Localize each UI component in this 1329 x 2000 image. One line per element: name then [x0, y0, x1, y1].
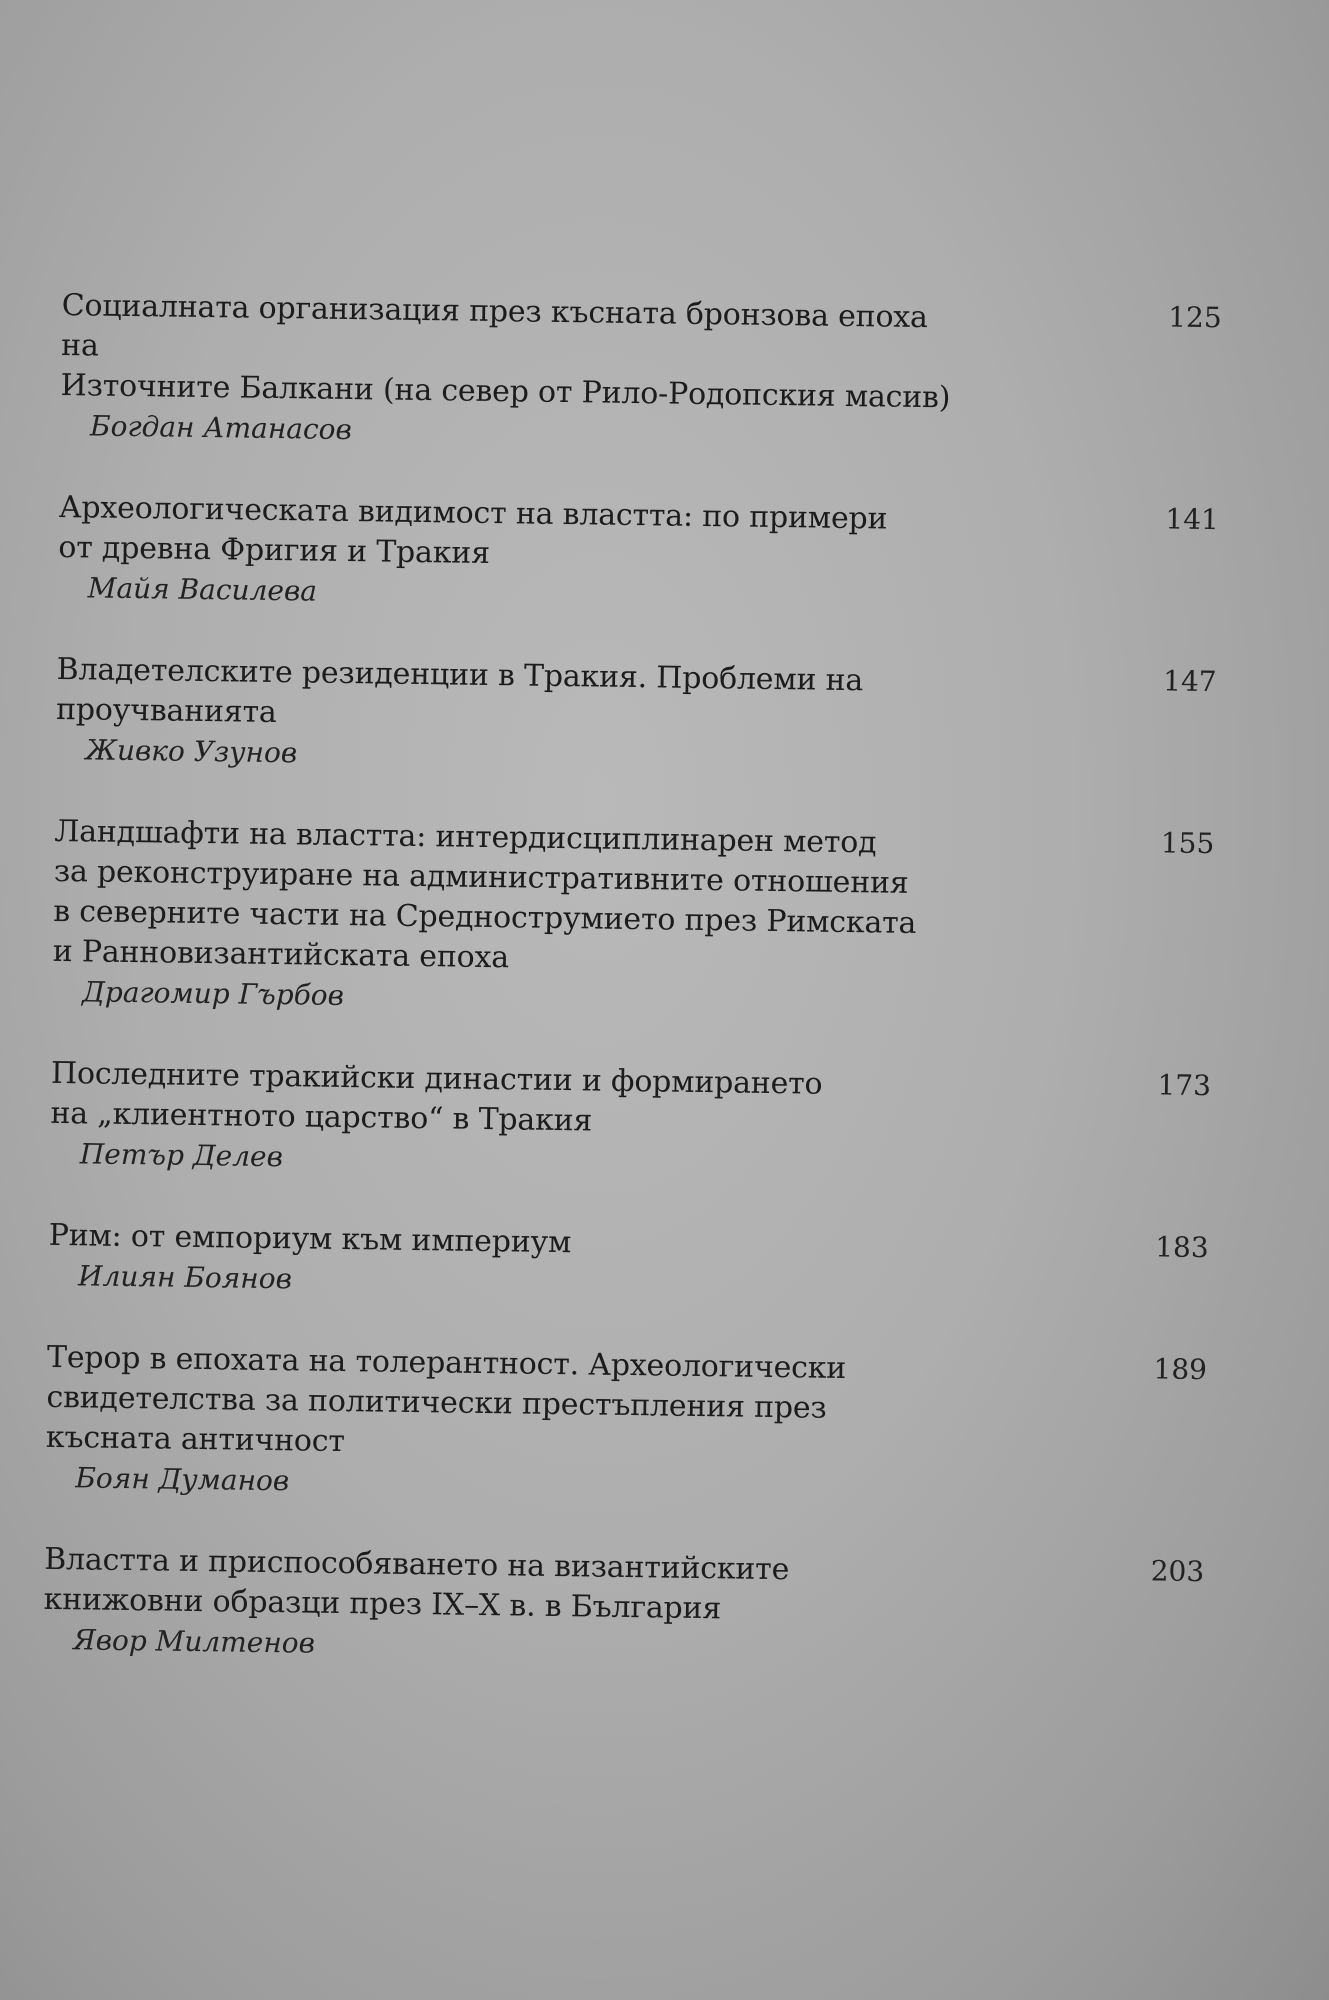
entry-page-number: 147: [1162, 664, 1217, 699]
entry-title: Властта и приспособяването на византийските книжовни образци през IX–X в. в България: [43, 1541, 790, 1627]
entry-author: Боян Думанов: [75, 1461, 290, 1498]
table-of-contents: [42, 286, 1222, 1718]
entry-page-number: 125: [1167, 300, 1222, 335]
entry-title: Рим: от емпориум към империум: [48, 1217, 572, 1261]
entry-page-number: 189: [1153, 1352, 1208, 1387]
entry-author: Живко Узунов: [85, 733, 298, 770]
toc-entry: [50, 1054, 1212, 1190]
entry-title: Социалната организация през късната бронзова епоха на Източните Балкани (на север от Рило-Родопския масив): [60, 287, 951, 416]
entry-title: Владетелските резиденции в Тракия. Проблеми на проучванията: [55, 651, 864, 731]
toc-entry: [48, 1216, 1209, 1312]
entry-page-number: 155: [1160, 826, 1215, 861]
toc-entry: [55, 650, 1217, 786]
toc-entry: [58, 488, 1220, 624]
entry-author: Богдан Атанасов: [89, 409, 353, 447]
toc-entry: [52, 812, 1215, 1028]
entry-page-number: 203: [1150, 1554, 1205, 1589]
entry-title: Терор в епохата на толерантност. Археологически свидетелства за политически престъпления през късната античност: [45, 1339, 847, 1460]
toc-entry: [45, 1338, 1207, 1514]
entry-title: Последните тракийски династии и формирането на „клиентното царство“ в Тракия: [50, 1055, 823, 1139]
entry-page-number: 173: [1157, 1068, 1212, 1103]
toc-entry: [43, 1540, 1205, 1676]
toc-entry: [60, 286, 1222, 462]
entry-author: Петър Делев: [79, 1137, 284, 1174]
entry-author: Явор Милтенов: [72, 1623, 316, 1660]
entry-author: Драгомир Гърбов: [81, 975, 345, 1013]
entry-title: Археологическата видимост на властта: по примери от древна Фригия и Тракия: [58, 489, 888, 571]
entry-page-number: 183: [1155, 1230, 1209, 1265]
entry-page-number: 141: [1165, 502, 1220, 537]
entry-author: Майя Василева: [87, 571, 318, 608]
entry-title: Ландшафти на властта: интердисциплинарен метод за реконструиране на административните отношения в северните части на Среднострумието през Римската и Ранновизантийската епоха: [52, 813, 917, 976]
entry-author: Илиян Боянов: [77, 1259, 293, 1296]
